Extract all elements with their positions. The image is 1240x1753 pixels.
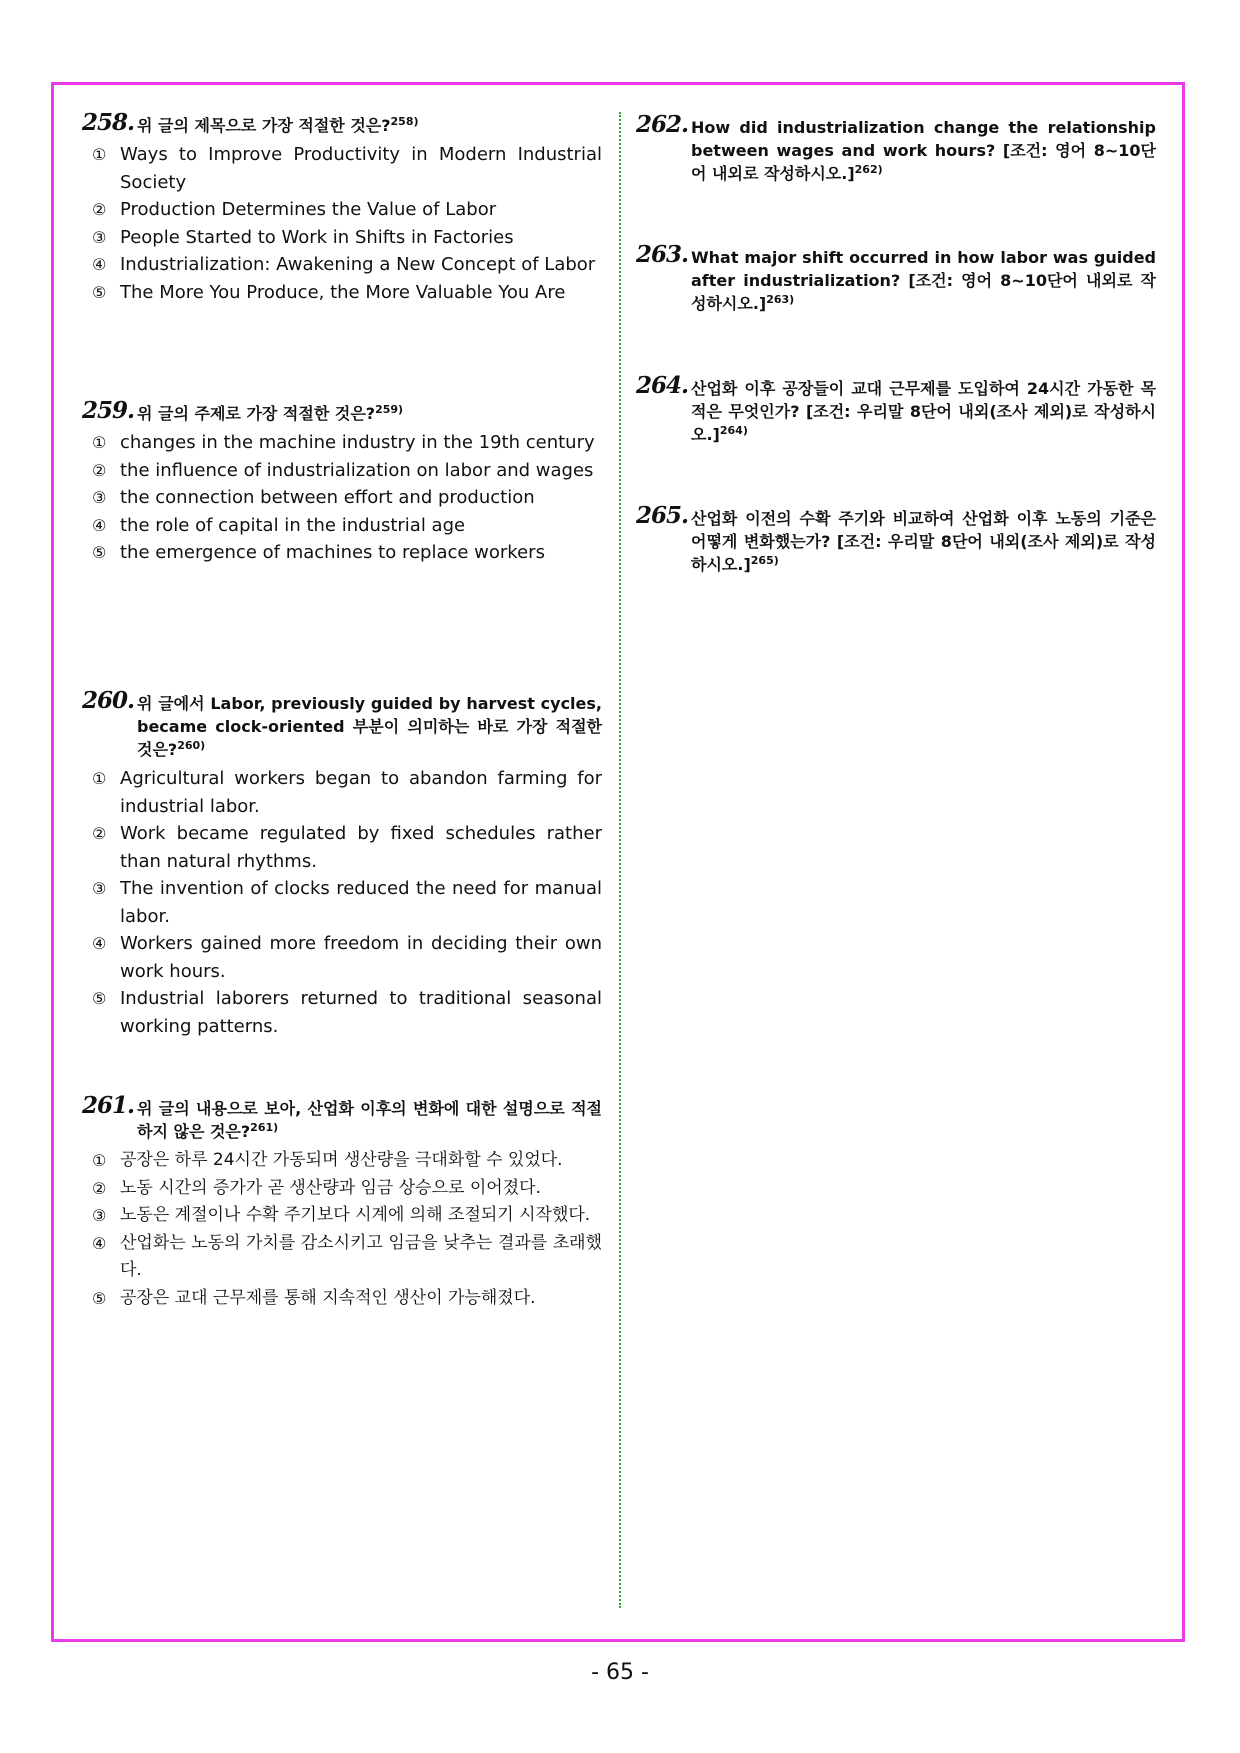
choice-5[interactable] — [82, 1285, 602, 1313]
question-263 — [636, 241, 1156, 315]
choice-text: 노동은 계절이나 수확 주기보다 시계에 의해 조절되기 시작했다. — [120, 1205, 591, 1225]
question-header — [82, 1092, 602, 1143]
choice-text: the role of capital in the industrial age — [120, 514, 466, 536]
footnote-ref: 258) — [390, 115, 419, 128]
choice-mark: ③ — [92, 879, 107, 898]
choice-mark: ⑤ — [92, 543, 107, 562]
choice-2[interactable] — [82, 1175, 602, 1203]
choice-text: the connection between effort and production — [120, 487, 535, 508]
question-262 — [636, 111, 1156, 185]
question-number: 265. — [636, 502, 689, 529]
choice-1[interactable] — [82, 141, 602, 196]
choice-text: Ways to Improve Productivity in Modern Industrial Society — [120, 144, 602, 193]
question-258 — [82, 109, 602, 306]
choice-1[interactable] — [82, 1147, 602, 1175]
choice-mark: ① — [92, 769, 107, 788]
choice-text: The More You Produce, the More Valuable You Are — [120, 281, 566, 303]
choice-mark: ④ — [92, 515, 107, 535]
choice-text: People Started to Work in Shifts in Factories — [120, 226, 514, 248]
question-text: 위 글의 제목으로 가장 적절한 것은? — [137, 116, 391, 135]
question-text: 산업화 이후 공장들이 교대 근무제를 도입하여 24시간 가동한 목적은 무엇인가? [조건: 우리말 8단어 내외(조사 제외)로 작성하시오.] — [691, 379, 1156, 444]
footnote-ref: 265) — [750, 554, 779, 567]
question-header — [636, 241, 1156, 315]
choice-1[interactable] — [82, 765, 602, 820]
question-header — [636, 372, 1156, 446]
question-261 — [82, 1092, 602, 1312]
choice-3[interactable] — [82, 875, 602, 930]
question-number: 261. — [82, 1092, 135, 1119]
choice-4[interactable] — [82, 930, 602, 985]
choice-4[interactable] — [82, 1230, 602, 1285]
choice-text: Work became regulated by fixed schedules rather than natural rhythms. — [120, 823, 602, 872]
footnote-ref: 260) — [177, 739, 206, 752]
question-text: 산업화 이전의 수확 주기와 비교하여 산업화 이후 노동의 기준은 어떻게 변화했는가? [조건: 우리말 8단어 내외(조사 제외)로 작성하시오.] — [691, 509, 1156, 574]
choice-mark: ④ — [92, 255, 107, 274]
choice-list — [82, 765, 602, 1040]
choice-text: Industrialization: Awakening a New Concept of Labor — [120, 254, 596, 275]
choice-text: Workers gained more freedom in deciding their own work hours. — [120, 933, 602, 982]
question-header — [82, 687, 602, 761]
choice-list — [82, 429, 602, 567]
choice-text: 노동 시간의 증가가 곧 생산량과 임금 상승으로 이어졌다. — [120, 1177, 541, 1198]
choice-text: the influence of industrialization on labor and wages — [120, 459, 594, 481]
question-number: 264. — [636, 372, 689, 399]
choice-mark: ④ — [92, 1233, 107, 1253]
question-260 — [82, 687, 602, 1040]
choice-text: 산업화는 노동의 가치를 감소시키고 임금을 낮추는 결과를 초래했다. — [120, 1232, 602, 1280]
question-header — [636, 502, 1156, 576]
choice-mark: ② — [92, 460, 107, 480]
choice-mark: ① — [92, 1151, 107, 1170]
footnote-ref: 261) — [250, 1121, 279, 1134]
choice-mark: ① — [92, 145, 107, 164]
choice-5[interactable] — [82, 279, 602, 307]
choice-mark: ② — [92, 1178, 107, 1198]
choice-2[interactable] — [82, 196, 602, 224]
choice-mark: ② — [92, 200, 107, 219]
choice-mark: ⑤ — [92, 989, 107, 1008]
question-header — [82, 397, 602, 425]
question-text: How did industrialization change the relationship between wages and work hours? [조건: 영어 8~10단어 내외로 작성하시오.] — [691, 118, 1156, 183]
question-text: 위 글의 내용으로 보아, 산업화 이후의 변화에 대한 설명으로 적절하지 않은 것은? — [137, 1099, 602, 1141]
choice-1[interactable] — [82, 429, 602, 457]
choice-mark: ② — [92, 824, 107, 843]
choice-text: Industrial laborers returned to traditional seasonal working patterns. — [120, 988, 602, 1037]
question-number: 260. — [82, 687, 135, 714]
choice-mark: ③ — [92, 1206, 107, 1225]
footnote-ref: 263) — [766, 293, 795, 306]
choice-mark: ① — [92, 433, 107, 452]
choice-text: 공장은 교대 근무제를 통해 지속적인 생산이 가능해졌다. — [120, 1287, 536, 1308]
choice-3[interactable] — [82, 224, 602, 252]
choice-mark: ⑤ — [92, 1288, 107, 1308]
question-header — [636, 111, 1156, 185]
column-divider — [619, 112, 621, 1608]
footnote-ref: 264) — [719, 424, 748, 437]
footnote-ref: 262) — [854, 163, 883, 176]
choice-text: the emergence of machines to replace workers — [120, 542, 545, 563]
choice-text: 공장은 하루 24시간 가동되며 생산량을 극대화할 수 있었다. — [120, 1150, 563, 1170]
choice-5[interactable] — [82, 985, 602, 1040]
choice-text: The invention of clocks reduced the need for manual labor. — [120, 878, 602, 927]
question-264 — [636, 372, 1156, 446]
question-header — [82, 109, 602, 137]
question-number: 258. — [82, 109, 135, 136]
choice-mark: ③ — [92, 488, 107, 507]
choice-text: Agricultural workers began to abandon farming for industrial labor. — [120, 768, 602, 817]
question-text: 위 글의 주제로 가장 적절한 것은? — [137, 404, 376, 423]
footnote-ref: 259) — [375, 403, 404, 416]
question-number: 259. — [82, 397, 135, 424]
choice-list — [82, 1147, 602, 1312]
choice-text: Production Determines the Value of Labor — [120, 199, 497, 220]
choice-4[interactable] — [82, 251, 602, 279]
question-number: 263. — [636, 241, 689, 268]
choice-3[interactable] — [82, 1202, 602, 1230]
choice-3[interactable] — [82, 484, 602, 512]
choice-5[interactable] — [82, 539, 602, 567]
question-259 — [82, 397, 602, 567]
choice-2[interactable] — [82, 820, 602, 875]
page-number: - 65 - — [591, 1660, 649, 1685]
question-text: 위 글에서 Labor, previously guided by harvest cycles, became clock-oriented 부분이 의미하는 바로 가장 적절한 것은? — [137, 694, 602, 759]
choice-2[interactable] — [82, 457, 602, 485]
question-number: 262. — [636, 111, 689, 138]
choice-mark: ③ — [92, 227, 107, 247]
question-text: What major shift occurred in how labor was guided after industrialization? [조건: 영어 8~10단어 내외로 작성하시오.] — [691, 248, 1156, 313]
choice-mark: ④ — [92, 934, 107, 953]
choice-4[interactable] — [82, 512, 602, 540]
choice-mark: ⑤ — [92, 282, 107, 302]
choice-text: changes in the machine industry in the 19th century — [120, 432, 595, 453]
question-265 — [636, 502, 1156, 576]
choice-list — [82, 141, 602, 306]
